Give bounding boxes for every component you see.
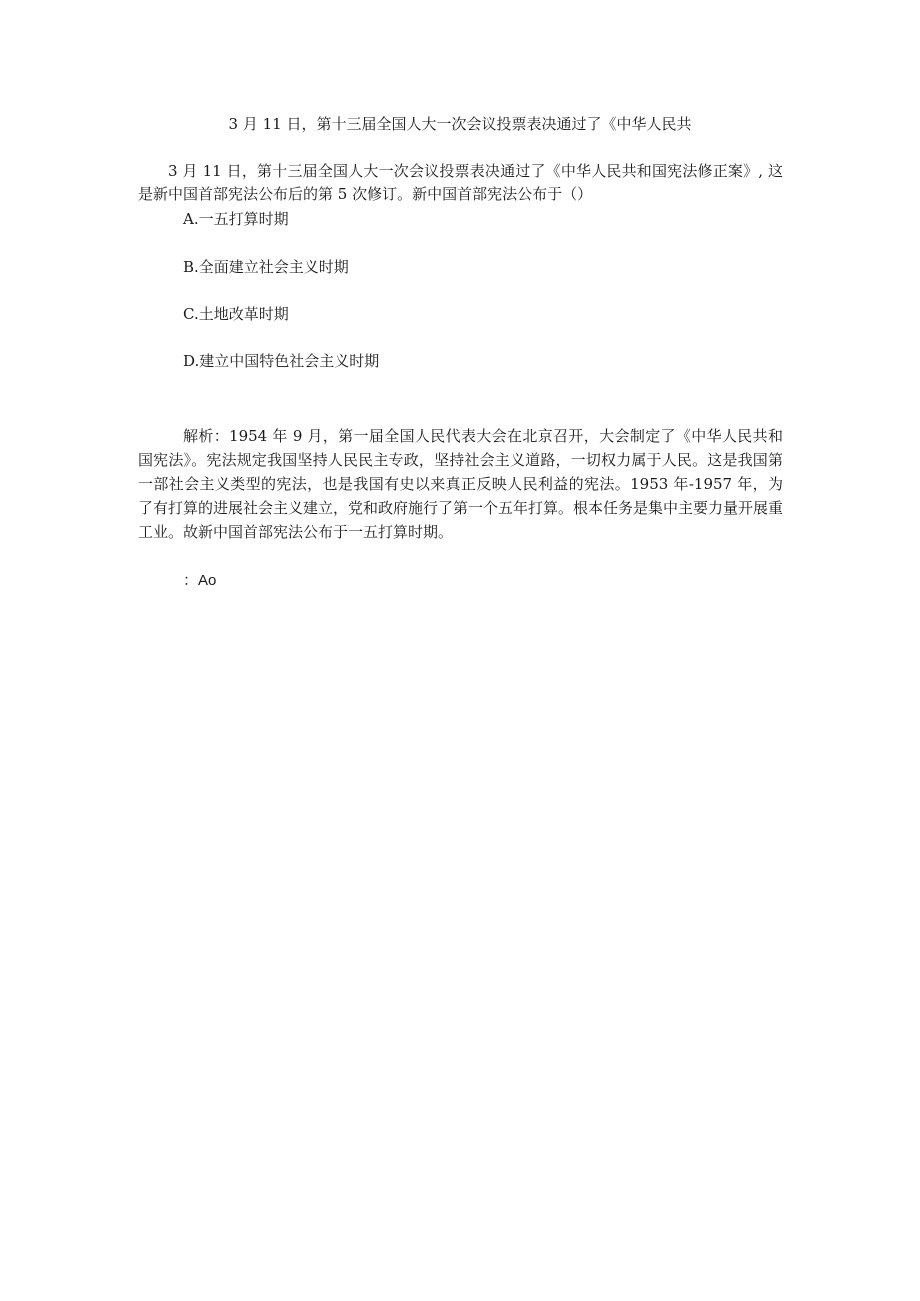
analysis-text: 解析：1954 年 9 月，第一届全国人民代表大会在北京召开，大会制定了《中华人民共和国宪法》。宪法规定我国坚持人民民主专政，坚持社会主义道路，一切权力属于人民。这是我国第一部社会主义类型的宪法，也是我国有史以来真正反映人民利益的宪法。1953 年-1957 年，为了有打算的进展社会主义建立，党和政府施行了第一个五年打算。根本任务是集中主要力量开展重工业。故新中国首部宪法公布于一五打算时期。 bbox=[138, 427, 784, 541]
option-d: D.建立中国特色社会主义时期 bbox=[183, 352, 380, 370]
document-title: 3 月 11 日，第十三届全国人大一次会议投票表决通过了《中华人民共 bbox=[228, 115, 692, 133]
option-b: B.全面建立社会主义时期 bbox=[183, 258, 349, 276]
option-a: A.一五打算时期 bbox=[183, 210, 289, 228]
question-text: 3 月 11 日，第十三届全国人大一次会议投票表决通过了《中华人民共和国宪法修正案》, 这是新中国首部宪法公布后的第 5 次修订。新中国首部宪法公布于（） bbox=[138, 162, 783, 203]
answer-text: ：Ao bbox=[183, 572, 217, 589]
option-c: C.土地改革时期 bbox=[183, 305, 289, 323]
